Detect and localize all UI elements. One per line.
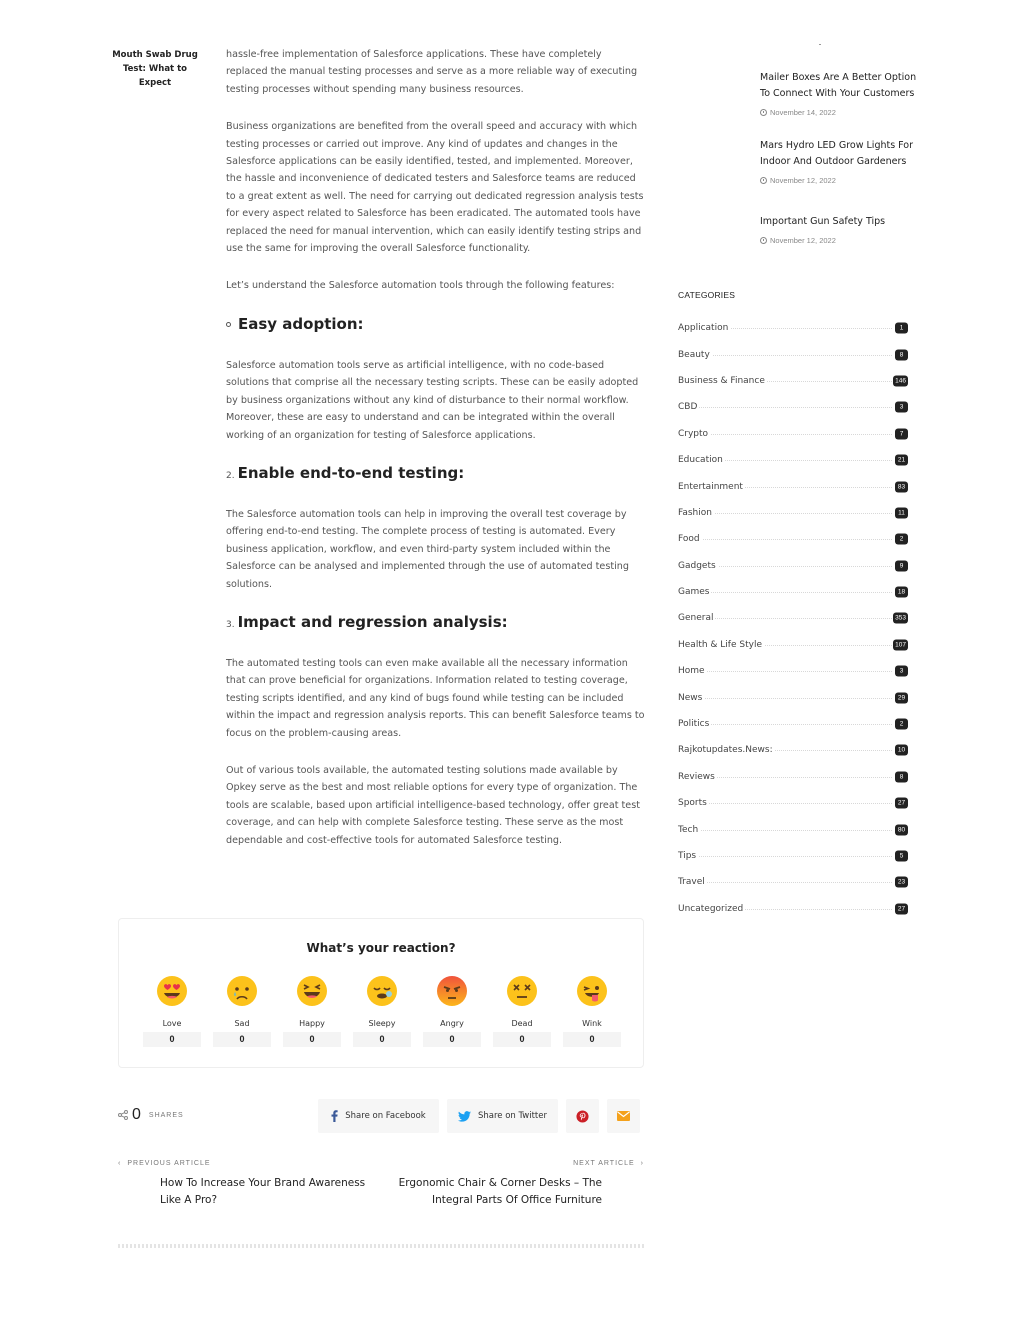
related-article-link[interactable]: Mouth Swab Drug Test: What to Expect [112, 50, 198, 88]
category-item[interactable] [678, 579, 908, 605]
category-item[interactable] [678, 605, 908, 631]
previous-article-title[interactable]: How To Increase Your Brand Awareness Like A Pro? [160, 1177, 366, 1206]
category-count-badge: 353 [895, 614, 906, 622]
category-name[interactable]: Beauty [678, 349, 710, 360]
previous-article[interactable] [118, 1160, 368, 1209]
category-name[interactable]: Fashion [678, 507, 712, 518]
category-item[interactable] [678, 473, 908, 499]
angry-emoji-icon[interactable] [436, 975, 468, 1007]
category-name[interactable]: Health & Life Style [678, 639, 762, 650]
category-count-badge: 1 [895, 323, 908, 334]
recent-post-date: November 12, 2022 [760, 236, 920, 245]
reaction-count: 0 [423, 1032, 481, 1047]
categories-list [678, 315, 908, 922]
recent-post[interactable] [760, 70, 920, 117]
category-count-badge: 8 [895, 771, 908, 782]
category-count-badge: 10 [895, 745, 908, 756]
category-name[interactable]: Rajkotupdates.News: [678, 745, 773, 756]
sad-emoji-icon[interactable] [226, 975, 258, 1007]
category-count-badge: 21 [895, 455, 908, 466]
reaction-label: Love [162, 1019, 182, 1028]
clock-icon [760, 109, 767, 116]
category-count-badge: 23 [895, 877, 908, 888]
article-paragraph: Business organizations are benefited from the overall speed and accuracy with which testing processes or carried out improve. Any kind of updates and changes in the Salesforce applications can be easily identified, tested, and implemented. Moreover, the hassle and inconvenience of dedicated testers and Salesforce teams are reduced to a great extent as well. The need for carrying out dedicated regression analysis tests for every aspect related to Salesforce has been eradicated. The automated tools have replaced the need for manual intervention, which can easily identify testing strips and use the same for improving the overall Salesforce functionality. [226, 121, 644, 255]
share-twitter-button[interactable] [447, 1099, 558, 1133]
article-paragraph: The automated testing tools can even make available all the necessary information that can prove beneficial for organizations. Information related to testing coverage, testing scripts identified, and any kind of bugs found while testing can be included within the impact and regression analysis reports. This can benefit Salesforce teams to focus on the problem-causing areas. [226, 657, 645, 739]
pinterest-icon [576, 1110, 589, 1123]
category-name[interactable]: Crypto [678, 428, 709, 439]
share-twitter-label: Share on Twitter [477, 1111, 547, 1121]
article-paragraph: Out of various tools available, the automated testing solutions made available by Opkey serve as the best and most reliable options for every type of organization. The tools are scalable, based upon artificial intelligence-based technology, offer great test coverage, and can help with complete Salesforce testing. These serve as the most dependable and cost-effective tools for automated Salesforce testing. [226, 764, 640, 846]
next-article-label: NEXT ARTICLE › [573, 1160, 644, 1167]
category-item[interactable] [678, 869, 908, 895]
category-item[interactable] [678, 553, 908, 579]
article-paragraph: hassle-free implementation of Salesforce applications. These have completely replaced the manual testing processes and serve as a more reliable way of executing testing processes without spending many business resources. [226, 49, 638, 95]
share-number: 0 [132, 1106, 141, 1123]
facebook-icon [331, 1110, 338, 1122]
reaction-count: 0 [283, 1032, 341, 1047]
recent-post-title[interactable]: Mailer Boxes Are A Better Option To Connect With Your Customers [760, 72, 917, 99]
category-name[interactable]: Tips [678, 851, 697, 861]
category-item[interactable] [678, 816, 908, 842]
category-item[interactable] [678, 684, 908, 710]
wink-emoji-icon[interactable] [576, 975, 608, 1007]
reaction-label: Sad [234, 1019, 250, 1028]
share-email-button[interactable] [607, 1099, 640, 1133]
category-count-badge: 5 [895, 851, 908, 862]
recent-post[interactable] [760, 214, 920, 245]
category-count-badge: 29 [895, 692, 908, 703]
chevron-right-icon: › [640, 1160, 644, 1167]
reaction-sleepy[interactable] [353, 975, 411, 1047]
article-paragraph: Salesforce automation tools serve as artificial intelligence, with no code-based solutions that comprise all the necessary testing scripts. These can be easily adopted by business organizations without any kind of disturbance to their normal workflow. Moreover, these are easy to understand and can be integrated within the overall working of an organization for testing of Salesforce applications. [226, 359, 639, 441]
share-bar [118, 1098, 644, 1134]
chevron-left-icon: ‹ [118, 1160, 122, 1167]
reaction-sad[interactable] [213, 975, 271, 1047]
clock-icon [760, 237, 767, 244]
category-item[interactable] [678, 790, 908, 816]
reaction-dead[interactable] [493, 975, 551, 1047]
category-name[interactable]: Home [678, 666, 705, 677]
category-item[interactable] [678, 421, 908, 447]
reaction-count: 0 [213, 1032, 271, 1047]
category-item[interactable] [678, 526, 908, 552]
dotted-leader [678, 434, 892, 435]
reactions-title: What’s your reaction? [306, 941, 456, 955]
category-name[interactable]: Politics [678, 719, 710, 730]
next-article[interactable] [394, 1160, 644, 1209]
recent-post-date: November 12, 2022 [760, 176, 920, 185]
category-name[interactable]: Uncategorized [678, 903, 744, 914]
category-name[interactable]: General [678, 613, 714, 624]
reaction-love[interactable] [143, 975, 201, 1047]
category-count-badge: 2 [895, 719, 908, 730]
category-name[interactable]: Sports [678, 798, 707, 809]
reaction-label: Dead [511, 1019, 533, 1028]
category-count-badge: 27 [895, 903, 908, 914]
reaction-label: Angry [440, 1019, 464, 1028]
category-item[interactable] [678, 632, 908, 658]
category-item[interactable] [678, 447, 908, 473]
category-item[interactable] [678, 368, 908, 394]
category-count-badge: 107 [895, 641, 906, 649]
reaction-count: 0 [143, 1032, 201, 1047]
reactions-box [118, 918, 644, 1068]
category-count-badge: 3 [895, 666, 908, 677]
category-name[interactable]: Travel [678, 877, 705, 888]
category-count-badge: 18 [895, 587, 908, 598]
category-name[interactable]: Tech [678, 824, 699, 835]
recent-post-title[interactable]: Mars Hydro LED Grow Lights For Indoor And Outdoor Gardeners [760, 140, 914, 167]
category-count-badge: 7 [895, 428, 908, 439]
category-name[interactable]: Reviews [678, 771, 715, 782]
divider [819, 44, 821, 45]
next-article-title[interactable]: Ergonomic Chair & Corner Desks – The Integral Parts Of Office Furniture [398, 1177, 602, 1206]
section-heading: 2. Enable end-to-end testing: [226, 463, 465, 482]
category-name[interactable]: Food [678, 534, 700, 545]
article-paragraph: The Salesforce automation tools can help in improving the overall test coverage by offering end-to-end testing. The complete process of testing is automated. Every business application, workflow, and even third-party system included within the Salesforce can be analysed and implemented through the use of automated testing solutions. [226, 508, 629, 590]
category-item[interactable] [678, 341, 908, 367]
category-count-badge: 3 [895, 402, 908, 413]
reaction-count: 0 [353, 1032, 411, 1047]
share-count [118, 1106, 184, 1124]
category-name[interactable]: Business & Finance [678, 375, 765, 386]
love-emoji-icon[interactable] [156, 975, 188, 1007]
reaction-happy[interactable] [283, 975, 341, 1047]
category-item[interactable] [678, 394, 908, 420]
category-count-badge: 146 [895, 377, 906, 385]
recent-post-date: November 14, 2022 [760, 108, 920, 117]
category-name[interactable]: CBD [678, 402, 698, 413]
category-count-badge: 80 [895, 824, 908, 835]
dead-emoji-icon[interactable] [506, 975, 538, 1007]
category-count-badge: 27 [895, 798, 908, 809]
category-item[interactable] [678, 711, 908, 737]
category-item[interactable] [678, 843, 908, 869]
category-name[interactable]: Application [678, 323, 729, 334]
category-count-badge: 2 [895, 534, 908, 545]
reaction-angry[interactable] [423, 975, 481, 1047]
reaction-count: 0 [493, 1032, 551, 1047]
clock-icon [760, 177, 767, 184]
section-heading: Easy adoption: [226, 315, 646, 333]
category-item[interactable] [678, 500, 908, 526]
dotted-leader [678, 539, 892, 540]
share-facebook-label: Share on Facebook [345, 1111, 426, 1121]
list-bullet-icon [226, 322, 231, 327]
previous-article-label: ‹ PREVIOUS ARTICLE [118, 1160, 211, 1167]
divider [118, 1244, 644, 1248]
dotted-leader [678, 803, 892, 804]
reaction-label: Sleepy [368, 1019, 396, 1028]
category-name[interactable]: Gadgets [678, 560, 716, 571]
categories-heading: CATEGORIES [678, 290, 736, 300]
category-item[interactable] [678, 764, 908, 790]
dotted-leader [678, 698, 892, 699]
article-paragraph: Let’s understand the Salesforce automation tools through the following features: [226, 280, 615, 292]
share-facebook-button[interactable] [318, 1099, 439, 1133]
dotted-leader [678, 407, 892, 408]
category-count-badge: 9 [895, 560, 908, 571]
dotted-leader [678, 856, 892, 857]
category-count-badge: 8 [895, 349, 908, 360]
category-name[interactable]: Games [678, 587, 710, 598]
reaction-label: Happy [299, 1019, 325, 1028]
category-item[interactable] [678, 658, 908, 684]
section-heading: 3. Impact and regression analysis: [226, 612, 508, 631]
happy-emoji-icon[interactable] [296, 975, 328, 1007]
category-name[interactable]: News [678, 692, 703, 703]
category-name[interactable]: Entertainment [678, 481, 743, 492]
dotted-leader [678, 882, 892, 883]
twitter-icon [458, 1111, 471, 1122]
sleepy-emoji-icon[interactable] [366, 975, 398, 1007]
envelope-icon [617, 1111, 630, 1121]
category-item[interactable] [678, 737, 908, 763]
category-item[interactable] [678, 896, 908, 922]
dotted-leader [678, 830, 892, 831]
recent-post-title[interactable]: Important Gun Safety Tips [760, 216, 886, 227]
category-count-badge: 11 [895, 507, 908, 518]
category-name[interactable]: Education [678, 455, 723, 466]
reaction-label: Wink [582, 1019, 602, 1028]
reaction-wink[interactable] [563, 975, 621, 1047]
share-label: SHARES [148, 1111, 184, 1119]
share-icon [118, 1110, 128, 1120]
category-count-badge: 83 [895, 481, 908, 492]
recent-post[interactable] [760, 138, 920, 185]
article-body [226, 46, 646, 869]
share-pinterest-button[interactable] [566, 1099, 599, 1133]
category-item[interactable] [678, 315, 908, 341]
dotted-leader [678, 671, 892, 672]
reaction-count: 0 [563, 1032, 621, 1047]
